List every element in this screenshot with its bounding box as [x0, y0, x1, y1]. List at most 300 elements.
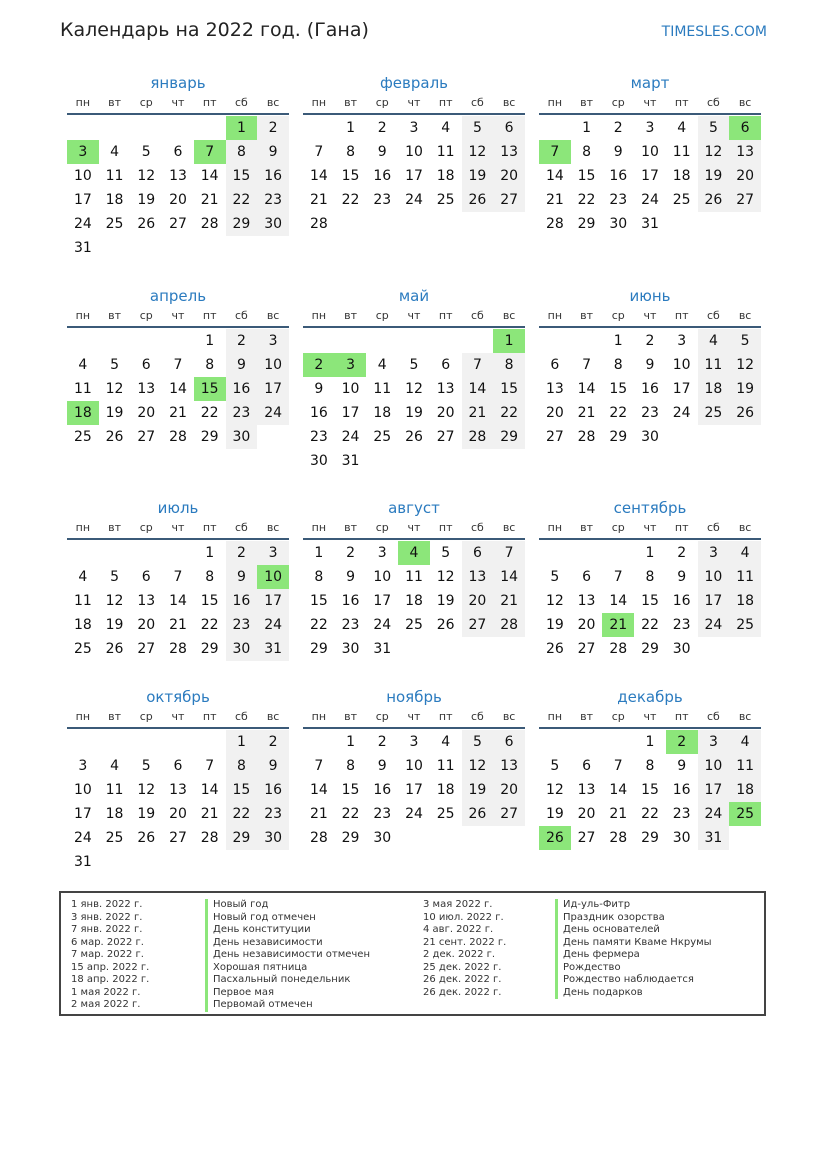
day-cell: 4 — [110, 758, 120, 774]
day-cell: 9 — [377, 144, 387, 160]
day-cell: 7 — [613, 758, 623, 774]
day-cell: 29 — [641, 830, 659, 846]
day-cell: 3 — [409, 120, 419, 136]
day-cell: 28 — [493, 613, 525, 637]
weekday-label: пн — [547, 521, 563, 534]
day-cell: 18 — [729, 778, 761, 802]
day-cell: 14 — [545, 168, 564, 184]
day-cell: 11 — [105, 168, 124, 184]
day-cell: 6 — [141, 569, 151, 585]
day-cell: 26 — [436, 617, 455, 633]
month-name: июнь — [629, 287, 671, 305]
day-cell: 22 — [309, 617, 328, 633]
day-cell: 9 — [377, 758, 387, 774]
day-cell: 22 — [200, 405, 219, 421]
day-cell: 8 — [645, 569, 655, 585]
day-cell: 30 — [309, 453, 328, 469]
holiday-dates-left — [71, 899, 149, 1012]
holiday-date: 6 мар. 2022 г. — [71, 936, 144, 948]
day-cell: 13 — [462, 565, 494, 589]
month-name: январь — [150, 74, 206, 92]
day-cell: 3 — [377, 545, 387, 561]
day-cell: 28 — [462, 425, 494, 449]
day-cell: 17 — [698, 778, 730, 802]
month-name: сентябрь — [613, 499, 687, 517]
day-cell: 23 — [373, 806, 392, 822]
day-cell: 25 — [373, 429, 392, 445]
weekday-label: сб — [234, 96, 248, 109]
weekday-label: ср — [139, 309, 153, 322]
month-name: май — [398, 287, 430, 305]
holiday-name: День независимости отмечен — [205, 949, 370, 962]
day-cell: 12 — [462, 754, 494, 778]
day-cell: 7 — [205, 758, 215, 774]
day-cell: 27 — [729, 188, 761, 212]
holiday-day-cell: 18 — [67, 401, 99, 425]
day-cell: 9 — [677, 758, 687, 774]
holiday-day-cell: 7 — [194, 140, 226, 164]
day-cell: 28 — [169, 429, 187, 445]
day-cell: 4 — [441, 120, 451, 136]
day-cell: 21 — [200, 192, 219, 208]
holiday-day-cell: 2 — [666, 730, 698, 754]
weekday-label: вс — [738, 521, 752, 534]
day-cell: 25 — [729, 613, 761, 637]
weekday-label: сб — [234, 710, 248, 723]
day-cell: 19 — [436, 593, 455, 609]
day-cell: 21 — [309, 192, 328, 208]
day-cell: 28 — [609, 641, 628, 657]
day-cell: 11 — [729, 754, 761, 778]
day-cell: 1 — [645, 545, 655, 561]
day-cell: 5 — [141, 758, 151, 774]
holiday-date: 7 янв. 2022 г. — [71, 924, 143, 935]
weekday-label: пн — [311, 521, 327, 534]
day-cell: 5 — [698, 116, 730, 140]
day-cell: 17 — [73, 192, 92, 208]
day-cell: 19 — [729, 377, 761, 401]
holiday-day-cell: 3 — [67, 140, 99, 164]
day-cell: 22 — [341, 192, 360, 208]
day-cell: 8 — [226, 754, 258, 778]
day-cell: 22 — [226, 802, 258, 826]
day-cell: 15 — [226, 164, 258, 188]
weekday-label: сб — [706, 309, 720, 322]
day-cell: 16 — [309, 405, 328, 421]
day-cell: 14 — [493, 565, 525, 589]
day-cell: 27 — [169, 830, 187, 846]
day-cell: 8 — [205, 569, 215, 585]
month-name: апрель — [149, 287, 207, 305]
day-cell: 4 — [377, 357, 387, 373]
day-cell: 2 — [346, 545, 356, 561]
day-cell: 30 — [641, 429, 659, 445]
day-cell: 6 — [441, 357, 451, 373]
day-cell: 16 — [373, 168, 392, 184]
day-cell: 10 — [257, 353, 289, 377]
weekday-label: чт — [171, 96, 185, 109]
day-cell: 18 — [105, 806, 124, 822]
day-cell: 24 — [373, 617, 392, 633]
weekday-label: ср — [375, 96, 389, 109]
holiday-name: Хорошая пятница — [205, 962, 370, 975]
day-cell: 24 — [257, 613, 289, 637]
day-cell: 5 — [550, 758, 560, 774]
day-cell: 14 — [309, 782, 328, 798]
day-cell: 6 — [141, 357, 151, 373]
month-divider — [67, 326, 289, 328]
weekday-label: чт — [643, 96, 657, 109]
day-cell: 14 — [577, 381, 596, 397]
day-cell: 14 — [309, 168, 328, 184]
holiday-name: Пасхальный понедельник — [205, 974, 370, 987]
weekday-label: сб — [234, 521, 248, 534]
weekday-header — [303, 96, 525, 110]
weekday-label: пт — [674, 309, 689, 322]
weekday-header — [303, 309, 525, 323]
day-cell: 2 — [257, 116, 289, 140]
day-cell: 28 — [200, 216, 219, 232]
day-cell: 19 — [545, 806, 564, 822]
day-cell: 14 — [609, 593, 628, 609]
day-cell: 15 — [577, 168, 596, 184]
day-cell: 29 — [226, 826, 258, 850]
weekday-label: чт — [643, 309, 657, 322]
day-cell: 12 — [105, 381, 124, 397]
weekday-label: вт — [108, 309, 121, 322]
holiday-date: 3 янв. 2022 г. — [71, 911, 143, 923]
day-cell: 15 — [226, 778, 258, 802]
day-cell: 23 — [341, 617, 360, 633]
day-cell: 1 — [205, 333, 215, 349]
day-cell: 17 — [405, 168, 423, 184]
day-cell: 3 — [409, 734, 419, 750]
month-divider — [67, 538, 289, 540]
weekday-label: пт — [202, 309, 217, 322]
site-link[interactable]: TIMESLES.COM — [661, 24, 767, 40]
day-cell: 1 — [582, 120, 592, 136]
day-cell: 20 — [577, 617, 596, 633]
day-cell: 21 — [462, 401, 494, 425]
holiday-date: 25 дек. 2022 г. — [423, 961, 502, 973]
day-cell: 1 — [314, 545, 324, 561]
day-cell: 5 — [550, 569, 560, 585]
weekday-label: чт — [643, 710, 657, 723]
weekday-label: вс — [266, 710, 280, 723]
day-cell: 11 — [405, 569, 423, 585]
weekday-label: сб — [706, 521, 720, 534]
weekday-label: пн — [547, 96, 563, 109]
day-cell: 8 — [226, 140, 258, 164]
day-cell: 25 — [73, 641, 92, 657]
day-cell: 20 — [137, 617, 156, 633]
weekday-label: сб — [706, 96, 720, 109]
day-cell: 31 — [73, 854, 92, 870]
weekday-label: ср — [375, 521, 389, 534]
day-cell: 6 — [173, 758, 183, 774]
day-cell: 26 — [105, 641, 124, 657]
month-name: ноябрь — [386, 688, 442, 706]
day-cell: 22 — [641, 617, 659, 633]
weekday-header — [67, 309, 289, 323]
day-cell: 9 — [314, 381, 324, 397]
month-divider — [539, 538, 761, 540]
day-cell: 16 — [257, 164, 289, 188]
day-cell: 24 — [405, 806, 423, 822]
day-cell: 11 — [373, 381, 392, 397]
month-divider — [67, 727, 289, 729]
day-cell: 12 — [137, 782, 156, 798]
day-cell: 20 — [169, 192, 187, 208]
weekday-label: вс — [502, 96, 516, 109]
day-cell: 5 — [110, 357, 120, 373]
day-cell: 1 — [346, 120, 356, 136]
holiday-date: 18 апр. 2022 г. — [71, 974, 150, 985]
weekday-label: ср — [139, 96, 153, 109]
holiday-date: 1 янв. 2022 г. — [71, 899, 143, 910]
weekday-label: вт — [580, 521, 593, 534]
weekday-header — [539, 521, 761, 535]
day-cell: 10 — [373, 569, 392, 585]
holiday-day-cell: 15 — [194, 377, 226, 401]
day-cell: 9 — [346, 569, 356, 585]
day-cell: 12 — [545, 593, 564, 609]
holiday-name: Первомай отмечен — [205, 999, 370, 1012]
weekday-header — [303, 521, 525, 535]
day-cell: 22 — [493, 401, 525, 425]
day-cell: 21 — [169, 405, 187, 421]
day-cell: 6 — [582, 758, 592, 774]
day-cell: 10 — [698, 565, 730, 589]
day-cell: 3 — [645, 120, 655, 136]
weekday-label: пн — [547, 710, 563, 723]
holiday-name: День фермера — [555, 949, 712, 962]
day-cell: 26 — [105, 429, 124, 445]
day-cell: 26 — [462, 802, 494, 826]
day-cell: 13 — [577, 782, 596, 798]
day-cell: 11 — [672, 144, 691, 160]
day-cell: 17 — [257, 377, 289, 401]
day-cell: 2 — [377, 120, 387, 136]
day-cell: 29 — [200, 641, 219, 657]
day-cell: 24 — [641, 192, 659, 208]
day-cell: 15 — [341, 782, 360, 798]
day-cell: 5 — [462, 730, 494, 754]
holiday-date: 7 мар. 2022 г. — [71, 949, 144, 960]
holiday-date: 21 сент. 2022 г. — [423, 936, 507, 948]
day-cell: 26 — [405, 429, 423, 445]
day-cell: 6 — [582, 569, 592, 585]
day-cell: 26 — [137, 216, 156, 232]
day-cell: 12 — [729, 353, 761, 377]
weekday-label: вт — [344, 710, 357, 723]
holiday-name: День конституции — [205, 924, 370, 937]
day-cell: 17 — [405, 782, 423, 798]
weekday-label: вс — [266, 521, 280, 534]
day-cell: 3 — [257, 541, 289, 565]
day-cell: 20 — [137, 405, 156, 421]
day-cell: 12 — [545, 782, 564, 798]
day-cell: 10 — [341, 381, 360, 397]
day-cell: 23 — [309, 429, 328, 445]
weekday-label: чт — [171, 710, 185, 723]
day-cell: 20 — [169, 806, 187, 822]
day-cell: 10 — [73, 168, 92, 184]
day-cell: 25 — [105, 830, 124, 846]
month-divider — [303, 326, 525, 328]
day-cell: 27 — [493, 188, 525, 212]
day-cell: 21 — [609, 806, 628, 822]
day-cell: 13 — [169, 782, 187, 798]
day-cell: 19 — [462, 164, 494, 188]
day-cell: 28 — [169, 641, 187, 657]
day-cell: 4 — [110, 144, 120, 160]
day-cell: 25 — [698, 401, 730, 425]
holiday-day-cell: 1 — [493, 329, 525, 353]
weekday-label: пн — [311, 309, 327, 322]
day-cell: 31 — [257, 637, 289, 661]
day-cell: 26 — [545, 641, 564, 657]
day-cell: 11 — [436, 144, 455, 160]
day-cell: 3 — [78, 758, 88, 774]
day-cell: 8 — [493, 353, 525, 377]
day-cell: 13 — [577, 593, 596, 609]
holiday-day-cell: 1 — [226, 116, 258, 140]
day-cell: 15 — [493, 377, 525, 401]
day-cell: 22 — [641, 806, 659, 822]
weekday-label: вс — [738, 309, 752, 322]
day-cell: 8 — [346, 758, 356, 774]
weekday-label: пн — [311, 710, 327, 723]
day-cell: 7 — [173, 569, 183, 585]
day-cell: 6 — [493, 116, 525, 140]
weekday-label: чт — [643, 521, 657, 534]
holiday-day-cell: 7 — [539, 140, 571, 164]
day-cell: 25 — [436, 192, 455, 208]
day-cell: 16 — [672, 782, 691, 798]
weekday-label: вт — [344, 96, 357, 109]
day-cell: 30 — [226, 425, 258, 449]
day-cell: 8 — [205, 357, 215, 373]
month-divider — [303, 538, 525, 540]
holiday-name: День основателей — [555, 924, 712, 937]
day-cell: 4 — [441, 734, 451, 750]
day-cell: 29 — [309, 641, 328, 657]
day-cell: 13 — [169, 168, 187, 184]
weekday-label: чт — [407, 710, 421, 723]
day-cell: 1 — [205, 545, 215, 561]
day-cell: 23 — [609, 192, 628, 208]
day-cell: 18 — [373, 405, 392, 421]
day-cell: 3 — [677, 333, 687, 349]
day-cell: 20 — [545, 405, 564, 421]
day-cell: 6 — [550, 357, 560, 373]
day-cell: 9 — [226, 565, 258, 589]
weekday-label: вс — [266, 96, 280, 109]
day-cell: 4 — [677, 120, 687, 136]
holiday-day-cell: 26 — [539, 826, 571, 850]
day-cell: 28 — [545, 216, 564, 232]
day-cell: 15 — [341, 168, 360, 184]
day-cell: 7 — [173, 357, 183, 373]
day-cell: 23 — [373, 192, 392, 208]
day-cell: 29 — [341, 830, 360, 846]
day-cell: 4 — [729, 730, 761, 754]
day-cell: 24 — [73, 216, 92, 232]
day-cell: 29 — [641, 641, 659, 657]
holiday-date: 4 авг. 2022 г. — [423, 924, 494, 935]
day-cell: 2 — [613, 120, 623, 136]
day-cell: 27 — [493, 802, 525, 826]
day-cell: 25 — [436, 806, 455, 822]
day-cell: 17 — [373, 593, 392, 609]
weekday-label: пн — [75, 521, 91, 534]
day-cell: 21 — [545, 192, 564, 208]
weekday-label: пт — [202, 521, 217, 534]
weekday-label: пт — [674, 710, 689, 723]
day-cell: 8 — [645, 758, 655, 774]
weekday-label: вс — [266, 309, 280, 322]
day-cell: 1 — [613, 333, 623, 349]
day-cell: 16 — [341, 593, 360, 609]
weekday-label: сб — [470, 309, 484, 322]
holiday-name: Праздник озорства — [555, 912, 712, 925]
weekday-label: вт — [108, 96, 121, 109]
day-cell: 23 — [226, 613, 258, 637]
day-cell: 27 — [169, 216, 187, 232]
weekday-label: сб — [234, 309, 248, 322]
weekday-label: пн — [75, 309, 91, 322]
day-cell: 21 — [309, 806, 328, 822]
day-cell: 27 — [577, 641, 596, 657]
day-cell: 31 — [641, 216, 659, 232]
day-cell: 19 — [137, 806, 156, 822]
day-cell: 30 — [373, 830, 392, 846]
weekday-header — [539, 96, 761, 110]
day-cell: 10 — [641, 144, 659, 160]
weekday-label: ср — [139, 521, 153, 534]
weekday-label: ср — [611, 309, 625, 322]
day-cell: 23 — [257, 802, 289, 826]
weekday-label: пт — [438, 710, 453, 723]
weekday-header — [67, 521, 289, 535]
holiday-day-cell: 4 — [398, 541, 430, 565]
day-cell: 29 — [493, 425, 525, 449]
day-cell: 19 — [105, 405, 124, 421]
day-cell: 5 — [409, 357, 419, 373]
day-cell: 21 — [493, 589, 525, 613]
day-cell: 21 — [200, 806, 219, 822]
day-cell: 10 — [698, 754, 730, 778]
day-cell: 17 — [698, 589, 730, 613]
day-cell: 2 — [226, 541, 258, 565]
weekday-label: чт — [171, 521, 185, 534]
day-cell: 30 — [609, 216, 628, 232]
day-cell: 14 — [609, 782, 628, 798]
weekday-label: ср — [375, 309, 389, 322]
day-cell: 13 — [436, 381, 455, 397]
day-cell: 2 — [645, 333, 655, 349]
day-cell: 10 — [672, 357, 691, 373]
month-divider — [303, 113, 525, 115]
day-cell: 8 — [314, 569, 324, 585]
day-cell: 27 — [436, 429, 455, 445]
day-cell: 17 — [672, 381, 691, 397]
day-cell: 9 — [645, 357, 655, 373]
day-cell: 2 — [677, 545, 687, 561]
day-cell: 11 — [698, 353, 730, 377]
day-cell: 4 — [78, 357, 88, 373]
